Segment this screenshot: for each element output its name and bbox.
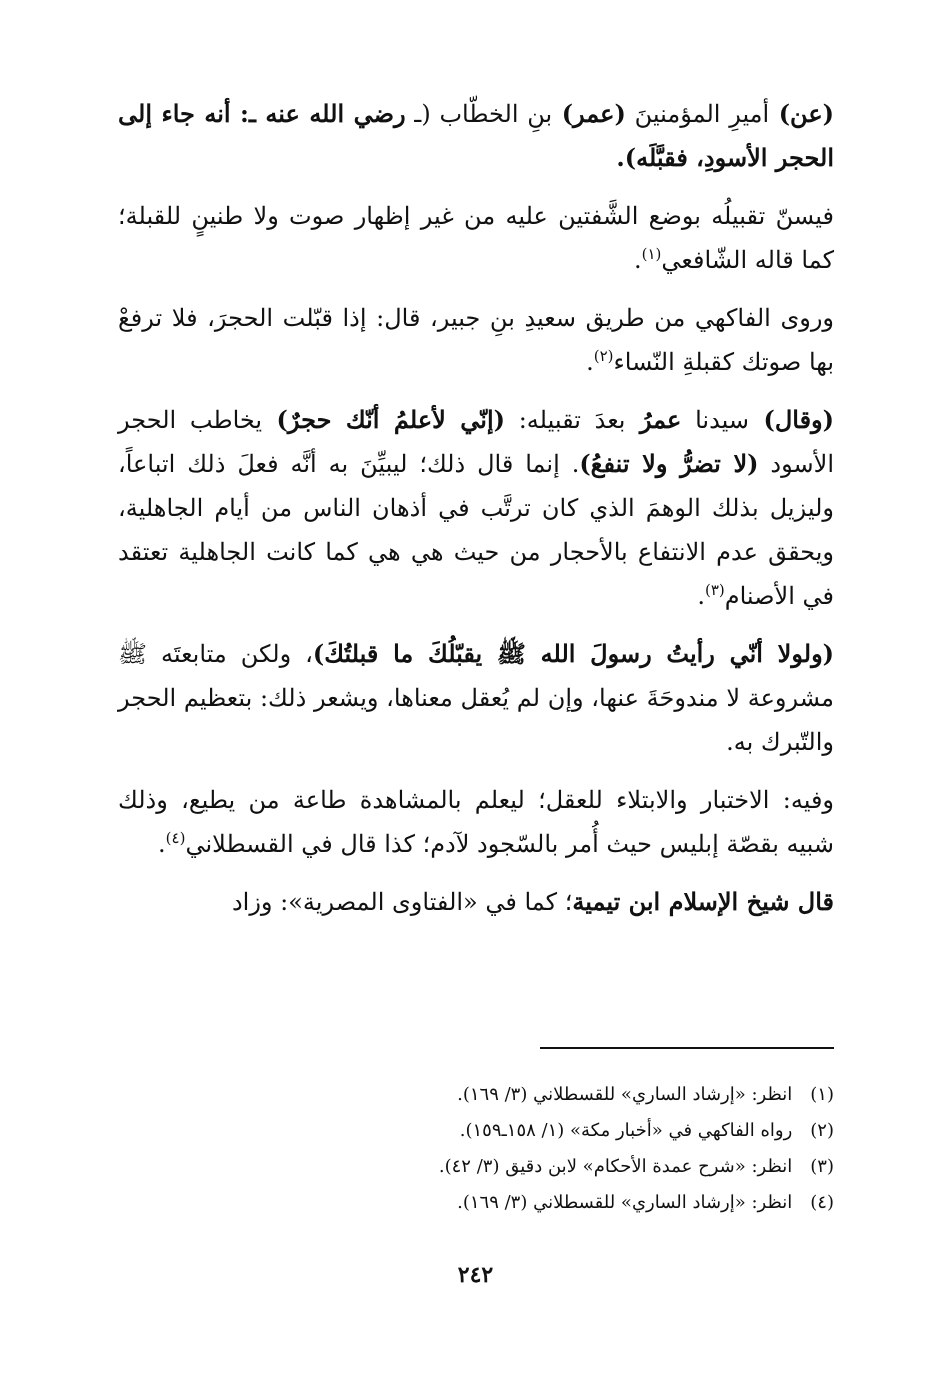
text-segment: (عن) [769,99,834,128]
text-segment: قال شيخ الإسلام ابن تيمية [572,887,834,916]
footnote-number: (٣) [810,1156,834,1177]
main-text [118,92,834,938]
footnote-item [118,1149,834,1185]
text-segment: . [633,246,642,274]
text-segment: وفيه: الاختبار والابتلاء للعقل؛ ليعلم بالمشاهدة طاعة من يطيع، وذلك شبيه بقصّة إبليس حيث أُمر بالسّجود لآدم؛ كذا قال في القسطلاني [118,786,835,858]
text-segment: فيسنّ تقبيلُه بوضع الشَّفتين عليه من غير إظهار صوت ولا طنينٍ للقبلة؛ كما قاله الشّافعي [118,202,834,274]
text-segment: . إنما قال ذلك؛ ليبيِّنَ به أنَّه فعلَ ذلك اتباعاً، وليزيل بذلك الوهمَ الذي كان ترتَّب في أذهان الناس من أيام الجاهلية، ويحقق عدم الانتفاع بالأحجار من حيث هي هي كما كانت الجاهلية تعتقد في الأصنام [118,450,834,610]
text-segment: بعدَ تقبيله: [504,406,626,434]
paragraph-5 [118,632,834,764]
text-segment: أميرِ المؤمنينَ [625,100,770,128]
footnote-number: (٤) [810,1192,834,1213]
footnotes [118,1077,834,1221]
text-segment: ، ولكن متابعتَه ﷺ مشروعة لا مندوحَةَ عنها، وإن لم يُعقل معناها، ويشعر ذلك: بتعظيم الحجر والتّبرك به. [118,640,834,756]
text-segment: (ولولا أنّي رأيتُ رسولَ الله ﷺ يقبّلُكَ ما قبلتُكَ) [312,639,835,668]
text-segment: (إنّي لأعلمُ أنّك حجرٌ) [262,405,505,434]
text-segment: وروى الفاكهي من طريق سعيدِ بنِ جبير، قال: إذا قبّلت الحجرَ، فلا ترفعْ بها صوتك كقبلةِ النّساء [118,304,834,376]
text-segment: . [586,348,594,376]
text-segment: (عمر) [552,99,626,128]
footnote-ref[interactable]: (٤) [165,829,186,847]
footnote-number: (١) [810,1084,834,1105]
text-segment: (لا تضرُّ ولا تنفعُ) [579,449,759,478]
text-segment: يخاطب الحجر الأسود [118,406,834,478]
paragraph-3 [118,296,834,384]
text-segment: عمرُ [625,405,682,434]
paragraph-6 [118,778,834,866]
footnote-item [118,1113,834,1149]
text-segment: بنِ الخطّاب (ـ [405,100,553,128]
paragraph-2 [118,194,834,282]
footnote-separator [540,1047,834,1049]
text-segment: رضي الله عنه ـ: أنه جاء إلى الحجر الأسودِ، فقبَّلَه). [118,99,834,172]
footnote-text: انظر: «إرشاد الساري» للقسطلاني (٣/ ١٦٩). [457,1084,793,1105]
text-segment: . [158,830,166,858]
paragraph-7 [118,880,834,924]
paragraph-4 [118,398,834,618]
text-segment: . [697,582,705,610]
footnote-ref[interactable]: (٢) [593,347,614,365]
footnote-item [118,1185,834,1221]
footnote-ref[interactable]: (١) [641,245,662,263]
footnote-number: (٢) [810,1120,834,1141]
footnote-text: انظر: «إرشاد الساري» للقسطلاني (٣/ ١٦٩). [457,1192,793,1213]
paragraph-1 [118,92,834,180]
footnote-item [118,1077,834,1113]
text-segment: ؛ كما في «الفتاوى المصرية»: وزاد [231,888,573,916]
page-number: ٢٤٢ [457,1262,494,1288]
footnote-ref[interactable]: (٣) [704,581,725,599]
footnote-text: رواه الفاكهي في «أخبار مكة» (١/ ١٥٨ـ١٥٩). [459,1120,793,1141]
text-segment: سيدنا [681,406,750,434]
footnote-text: انظر: «شرح عمدة الأحكام» لابن دقيق (٣/ ٤٢). [438,1156,793,1177]
text-segment: (وقال) [749,405,834,434]
